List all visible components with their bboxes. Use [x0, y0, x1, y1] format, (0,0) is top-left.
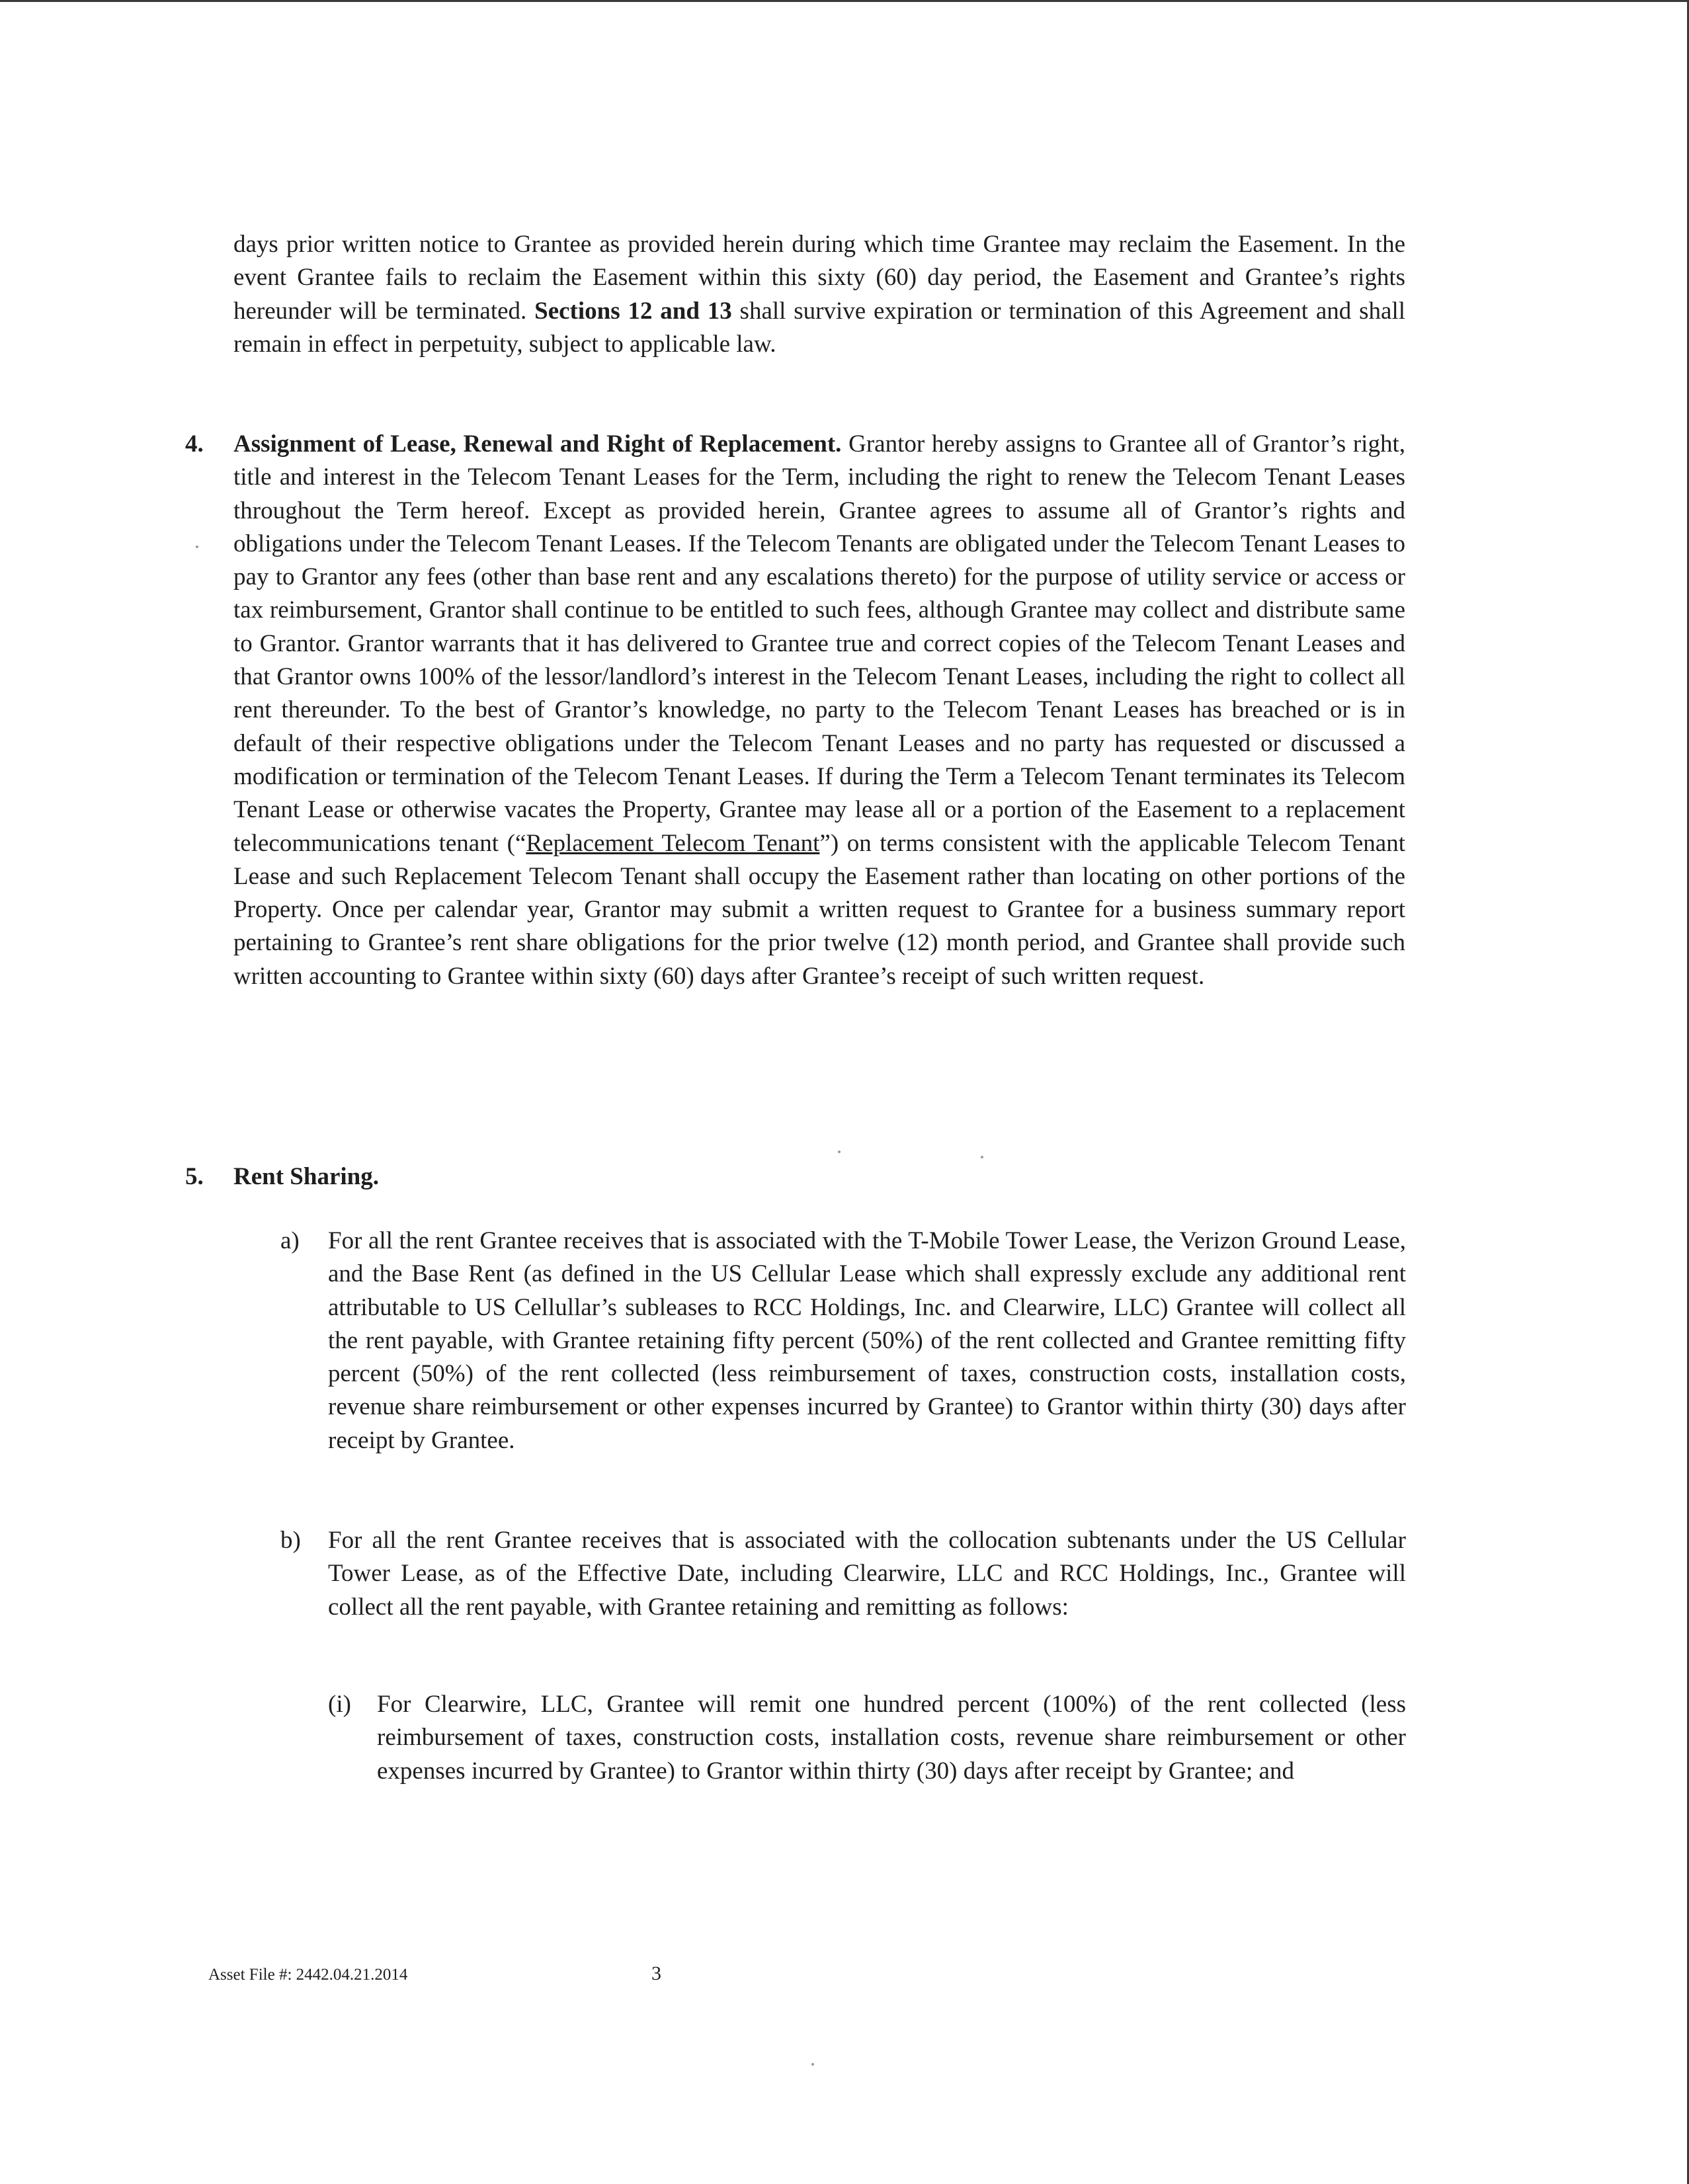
asset-file-number: Asset File #: 2442.04.21.2014 — [208, 1966, 408, 1984]
section-5-number: 5. — [185, 1163, 204, 1190]
continued-paragraph — [233, 228, 1405, 361]
item-a-text: For all the rent Grantee receives that is associated with the T-Mobile Tower Lease, the Verizon Ground Lease, and the Base Rent (as defined in the US Cellular Lease which shall expressly exclude any additional rent attributable to US Cellullar’s subleases to RCC Holdings, Inc. and Clearwire, LLC) Grantee will collect all the rent payable, with Grantee retaining fifty percent (50%) of the rent collected and Grantee remitting fifty percent (50%) of the rent collected (less reimbursement of taxes, construction costs, installation costs, revenue share reimbursement or other expenses incurred by Grantee) to Grantor within thirty (30) days after receipt by Grantee. — [328, 1227, 1406, 1454]
scan-top-edge — [0, 0, 1689, 2]
scan-speck — [838, 1151, 841, 1153]
section-4-body-1: Grantor hereby assigns to Grantee all of Grantor’s right, title and interest in the Telecom Tenant Leases for the Term, including the right to renew the Telecom Tenant Leases throughout the Term hereof. Except as provided herein, Grantee agrees to assume all of Grantor’s rights and obligations under the Telecom Tenant Leases. If the Telecom Tenants are obligated under the Telecom Tenant Leases to pay to Grantor any fees (other than base rent and any escalations thereto) for the purpose of utility service or access or tax reimbursement, Grantor shall continue to be entitled to such fees, although Grantee may collect and distribute same to Grantor. Grantor warrants that it has delivered to Grantee true and correct copies of the Telecom Tenant Leases and that Grantor owns 100% of the lessor/landlord’s interest in the Telecom Tenant Leases, including the right to collect all rent thereunder. To the best of Grantor’s knowledge, no party to the Telecom Tenant Leases has breached or is in default of their respective obligations under the Telecom Tenant Leases and no party has requested or discussed a modification or termination of the Telecom Tenant Leases. If during the Term a Telecom Tenant terminates its Telecom Tenant Lease or otherwise vacates the Property, Grantee may lease all or a portion of the Easement to a replacement telecommunications tenant (“ — [233, 430, 1405, 857]
item-b-label: b) — [280, 1527, 301, 1554]
scan-speck — [196, 546, 198, 548]
item-a-label: a) — [280, 1227, 300, 1254]
section-5-heading: Rent Sharing. — [233, 1163, 379, 1190]
sections-reference: Sections 12 and 13 — [534, 297, 732, 325]
item-i-label: (i) — [328, 1691, 351, 1718]
section-4-number: 4. — [185, 430, 204, 458]
page-number: 3 — [651, 1962, 661, 1984]
scan-speck — [811, 2063, 814, 2066]
item-b-text: For all the rent Grantee receives that is associated with the collocation subtenants under the US Cellular Tower Lease, as of the Effective Date, including Clearwire, LLC and RCC Holdings, Inc., Grantee will collect all the rent payable, with Grantee retaining and remitting as follows: — [328, 1527, 1406, 1621]
section-4-heading: Assignment of Lease, Renewal and Right of Replacement. — [233, 430, 842, 458]
continued-text-1: days prior written notice to Grantee as provided herein during which time Grantee may reclaim the Easement. In the event Grantee fails to reclaim the Easement within this sixty (60) day period, the Easement and Grantee’s rights hereunder will be terminated. — [233, 231, 1405, 325]
replacement-telecom-tenant-term: Replacement Telecom Tenant — [526, 829, 820, 857]
continued-text-2: shall survive expiration or termination of this Agreement and shall remain in effect in perpetuity, subject to applicable law. — [233, 297, 1406, 358]
item-i-text: For Clearwire, LLC, Grantee will remit one hundred percent (100%) of the rent collected (less reimbursement of taxes, construction costs, installation costs, revenue share reimbursement or other expenses incurred by Grantee) to Grantor within thirty (30) days after receipt by Grantee; and — [377, 1691, 1406, 1785]
section-4-body-2: ”) on terms consistent with the applicable Telecom Tenant Lease and such Replacement Telecom Tenant shall occupy the Easement rather than locating on other portions of the Property. Once per calendar year, Grantor may submit a written request to Grantee for a business summary report pertaining to Grantee’s rent share obligations for the prior twelve (12) month period, and Grantee shall provide such written accounting to Grantee within sixty (60) days after Grantee’s receipt of such written request. — [233, 829, 1405, 990]
scan-speck — [981, 1156, 983, 1158]
section-4-paragraph — [233, 428, 1405, 993]
